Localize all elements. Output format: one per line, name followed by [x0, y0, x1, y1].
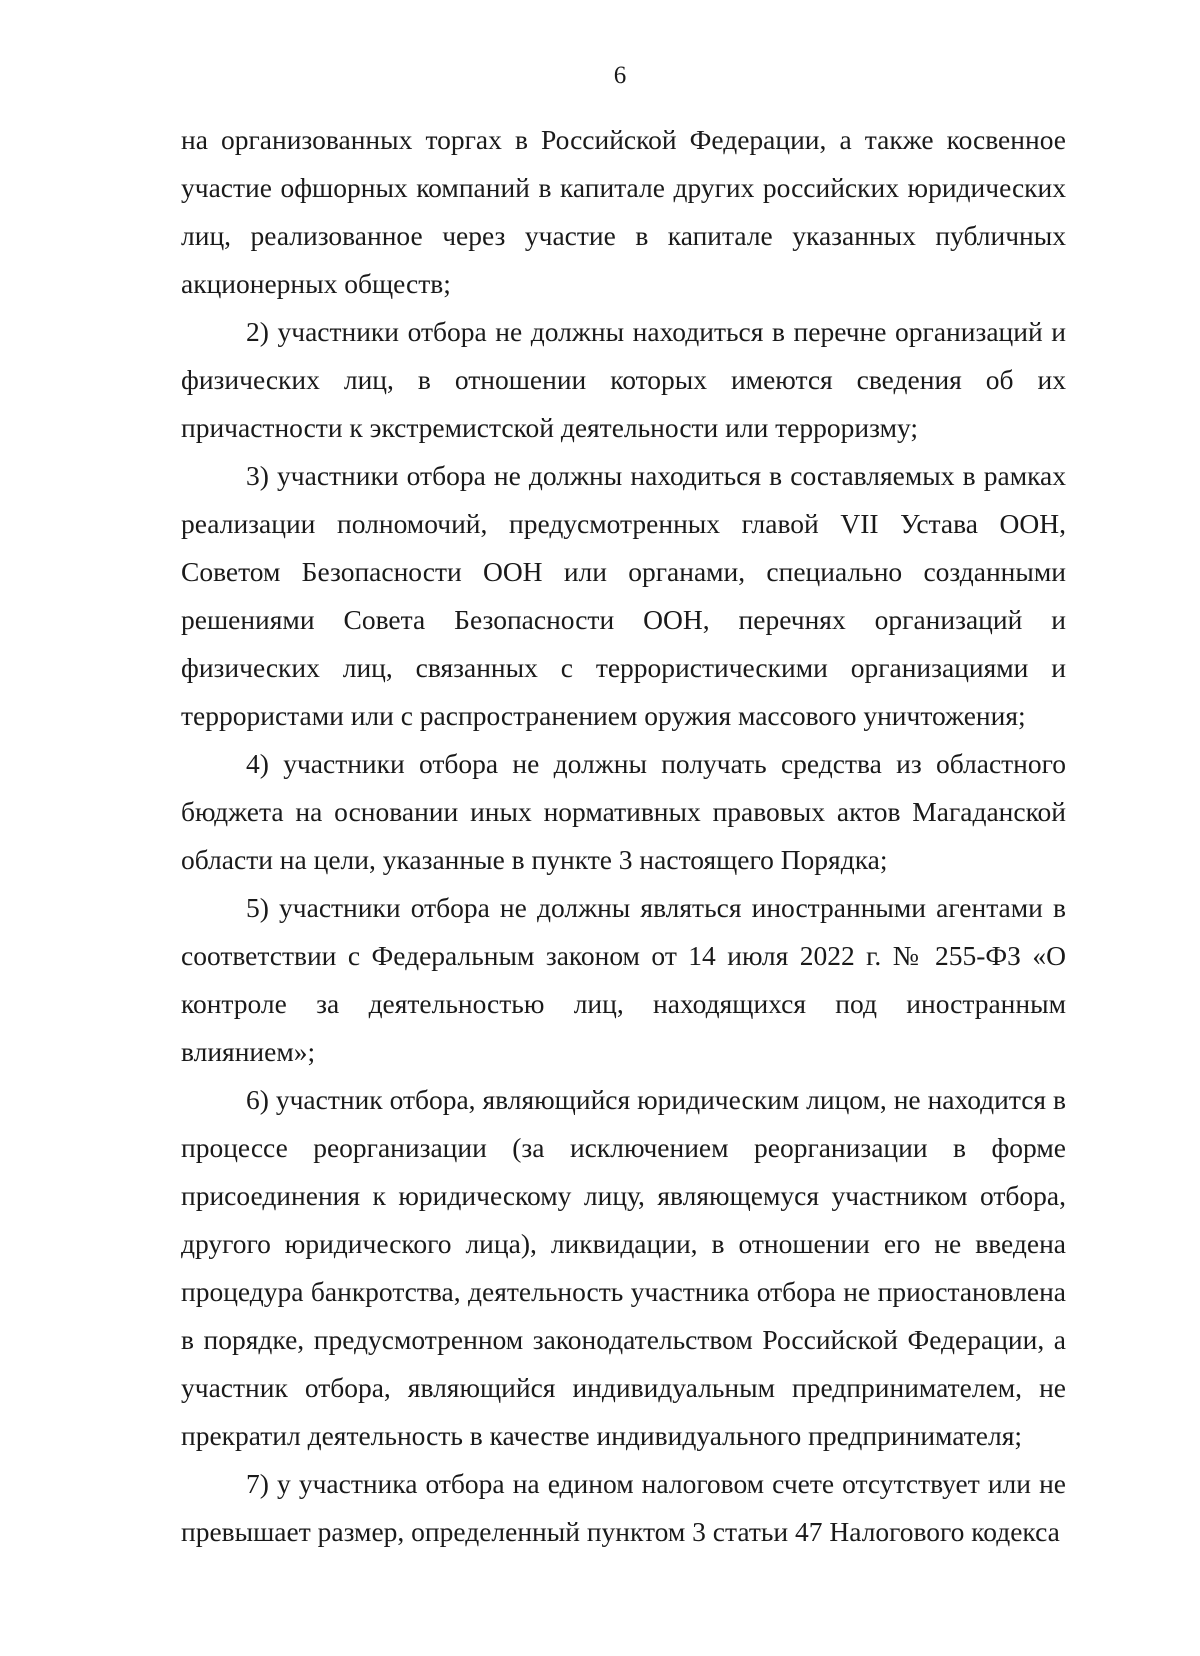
paragraph-continuation: на организованных торгах в Российской Федерации, а также косвенное участие офшорных компаний в капитале других российских юридических лиц, реализованное через участие в капитале указанных публичных акционерных обществ; [181, 124, 1066, 299]
page-number: 6 [613, 62, 627, 89]
paragraph-item-6: 6) участник отбора, являющийся юридическим лицом, не находится в процессе реорганизации (за исключением реорганизации в форме присоединения к юридическому лицу, являющемуся участником отбора, другого юридического лица), ликвидации, в отношении его не введена процедура банкротства, деятельность участника отбора не приостановлена в порядке, предусмотренном законодательством Российской Федерации, а участник отбора, являющийся индивидуальным предпринимателем, не прекратил деятельность в качестве индивидуального предпринимателя; [181, 1084, 1066, 1451]
paragraph-item-3: 3) участники отбора не должны находиться в составляемых в рамках реализации полномочий, предусмотренных главой VII Устава ООН, Советом Безопасности ООН или органами, специально созданными решениями Совета Безопасности ООН, перечнях организаций и физических лиц, связанных с террористическими организациями и террористами или с распространением оружия массового уничтожения; [181, 460, 1066, 731]
document-body [181, 116, 1066, 1556]
paragraph-item-2: 2) участники отбора не должны находиться в перечне организаций и физических лиц, в отношении которых имеются сведения об их причастности к экстремистской деятельности или терроризму; [181, 316, 1066, 443]
paragraph-item-4: 4) участники отбора не должны получать средства из областного бюджета на основании иных нормативных правовых актов Магаданской области на цели, указанные в пункте 3 настоящего Порядка; [181, 748, 1066, 875]
paragraph-item-7: 7) у участника отбора на едином налоговом счете отсутствует или не превышает размер, определенный пунктом 3 статьи 47 Налогового кодекса [181, 1468, 1066, 1547]
paragraph-item-5: 5) участники отбора не должны являться иностранными агентами в соответствии с Федеральным законом от 14 июля 2022 г. № 255-ФЗ «О контроле за деятельностью лиц, находящихся под иностранным влиянием»; [181, 892, 1066, 1067]
